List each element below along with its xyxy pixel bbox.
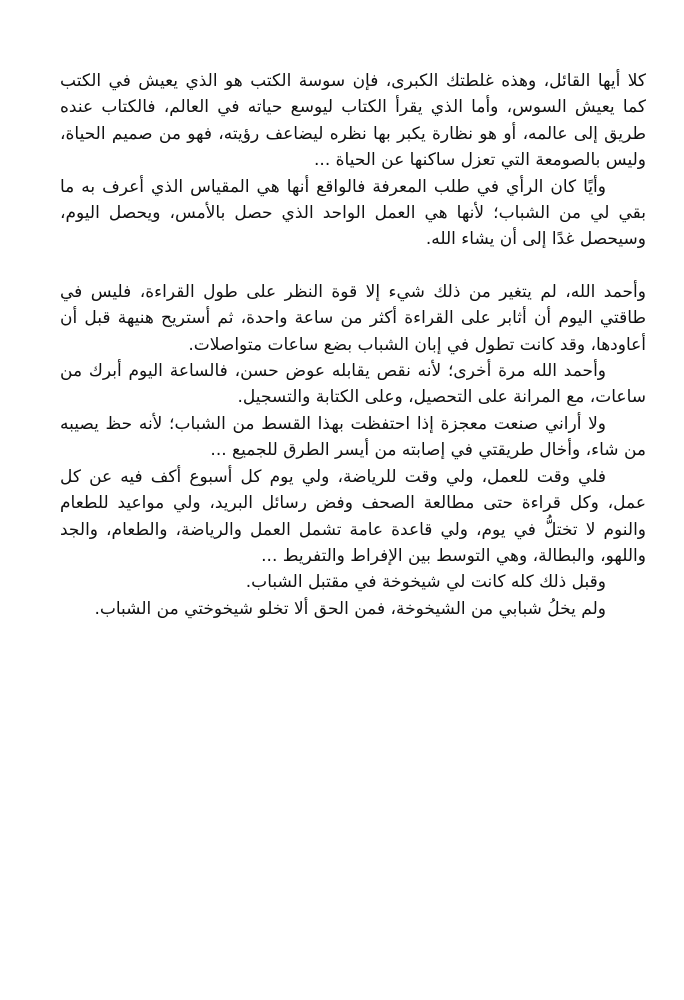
paragraph-7: وقبل ذلك كله كانت لي شيخوخة في مقتبل الشباب.	[245, 572, 606, 593]
paragraph-5: ولا أراني صنعت معجزة إذا احتفظت بهذا القسط من الشباب؛ لأنه حظ يصيبه من شاء، وأخال طريقتي في إصابته من أيسر الطرق للجميع ...	[60, 413, 646, 461]
paragraph-2: وأيًا كان الرأي في طلب المعرفة فالواقع أنها هي المقياس الذي أعرف به ما بقي لي من الشباب؛ لأنها هي العمل الواحد الذي حصل بالأمس، ويحصل اليوم، وسيحصل غدًا إلى أن يشاء الله.	[60, 176, 646, 250]
paragraph-8: ولم يخلُ شبابي من الشيخوخة، فمن الحق ألا تخلو شيخوختي من الشباب.	[94, 598, 606, 619]
paragraph-1: كلا أيها القائل، وهذه غلطتك الكبرى، فإن سوسة الكتب هو الذي يعيش في الكتب كما يعيش السوس، وأما الذي يقرأ الكتاب ليوسع حياته في العالم، فالكتاب عنده طريق إلى عالمه، أو هو نظارة يكبر بها نظره ليضاعف رؤيته، فهو من صميم الحياة، وليس بالصومعة التي تعزل ساكنها عن الحياة ...	[60, 71, 646, 171]
paragraph-6: فلي وقت للعمل، ولي وقت للرياضة، ولي يوم كل أسبوع أكف فيه عن كل عمل، وكل قراءة حتى مطالعة الصحف وفض رسائل البريد، ولي مواعيد للطعام والنوم لا تختلُّ في يوم، ولي قاعدة عامة تشمل العمل والرياضة، والطعام، والجد واللهو، والبطالة، وهي التوسط بين الإفراط والتفريط ...	[60, 466, 646, 566]
paragraph-4: وأحمد الله مرة أخرى؛ لأنه نقص يقابله عوض حسن، فالساعة اليوم أبرك من ساعات، مع المرانة على التحصيل، وعلى الكتابة والتسجيل.	[60, 361, 646, 408]
paragraph-3: وأحمد الله، لم يتغير من ذلك شيء إلا قوة النظر على طول القراءة، فليس في طاقتي اليوم أن أثابر على القراءة أكثر من ساعة واحدة، ثم أستريح هنيهة قبل أن أعاودها، وقد كانت تطول في إبان الشباب بضع ساعات متواصلات.	[60, 281, 646, 355]
document-body	[60, 68, 646, 622]
